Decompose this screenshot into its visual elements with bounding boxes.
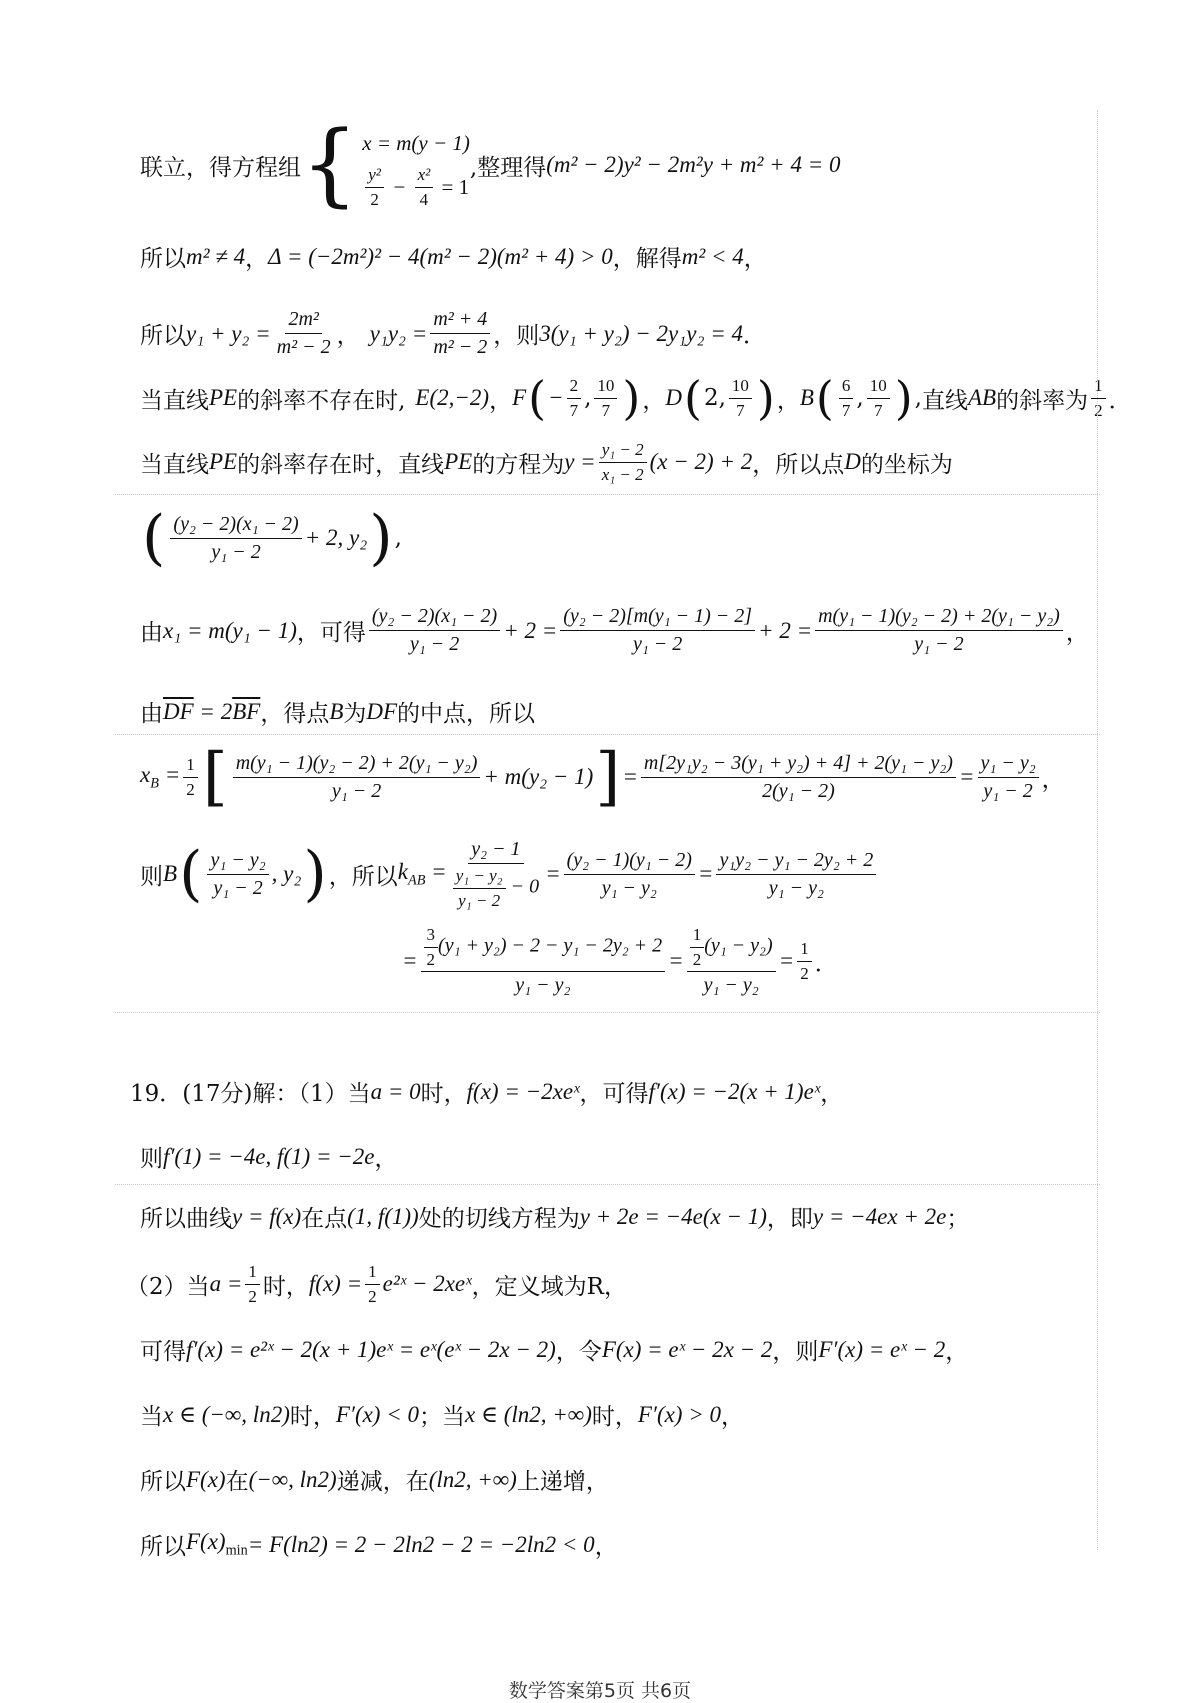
margin-guide	[1097, 110, 1098, 1550]
text: 的斜率存在时，直线	[237, 451, 445, 478]
line-monotonic: 所以 F(x) 在 (−∞, ln2) 递减，在 (ln2, +∞) 上递增，	[140, 1466, 609, 1495]
line-kab-cont: = $\frac{3}{2}$ (y₁ + y₂) − 2 − y₁ − 2y₂ + 2 y₁ − y₂ = $\frac{1}{2}$ (y₁ − y₂) y₁ − y₂ = $\frac{1}{2}$ ．	[402, 925, 838, 997]
fraction: $\frac{\text{m² + 4}}{\text{m² − 2}}$	[430, 308, 490, 359]
question-19-header: 19．(17分)解：（1）当 a = 0 时， f(x) = −2xeˣ ，可得 f′(x) = −2(x + 1)eˣ ，	[130, 1075, 843, 1108]
text: 为	[343, 701, 367, 727]
divider	[115, 734, 1100, 735]
equation: Δ = (−2m²)² − 4(m² − 2)(m² + 4) > 0	[268, 243, 613, 269]
text: ，可得	[296, 620, 366, 646]
text: ，解得	[612, 246, 682, 272]
equation: 3(y₁ + y₂) − 2y₁y₂ = 4	[539, 320, 743, 346]
text: 所以	[140, 246, 186, 272]
equation: x₁ = m(y₁ − 1)	[163, 617, 297, 643]
equation-system	[362, 121, 470, 209]
fraction: $\frac{\text{y²}}{2}$	[365, 165, 384, 209]
fraction: $\frac{\text{2m²}}{\text{m² − 2}}$	[276, 308, 331, 358]
text: 由	[140, 620, 163, 646]
text: 的中点，所以	[397, 701, 536, 727]
line-xb: $x_B$ = $\frac{1}{2}$ [ $\frac{\text{m(y₁ − 1)(y₂ − 2) + 2(y₁ − y₂)}}{\text{y₁ − 2}}$ + m(y₂ − 1) ] = $\frac{\text{m[2y₁y₂ − 3(y₁ + y₂) + 4] + 2(y₁ − y₂)}}{\text{2(y₁ − 2)}}$ = $\frac{\text{y₁ − y₂}}{\text{y₁ − 2}}$ ，	[140, 740, 1065, 814]
line-minimum: 所以 $F(x)_{min}$ = F(ln2) = 2 − 2ln2 − 2 = −2ln2 < 0 ，	[140, 1529, 618, 1560]
equation: y₁ + y₂ =	[186, 320, 271, 346]
divider	[115, 1184, 1100, 1185]
system-row-1: x = m(y − 1)	[362, 130, 470, 155]
text: 则	[140, 863, 163, 890]
line-slope-undefined: 当直线 PE 的斜率不存在时, E(2,−2) ， F ( − $\frac{2}{7}$ , $\frac{10}{7}$ ) ， D ( 2, $\frac{10}{7}$ ) ， B ( $\frac{6}{7}$ , $\frac{10}{7}$ ) , 直线 AB 的斜率为 $\frac{1}{2}$ ．	[140, 371, 1132, 425]
text: 的坐标为	[860, 451, 953, 478]
line-slope-defined: 当直线 PE 的斜率存在时，直线 PE 的方程为 y = $\frac{\text{y₁ − 2}}{\text{x₁ − 2}}$ (x − 2) + 2 ，所以点 D 的坐标为	[140, 440, 953, 484]
text: 当直线	[140, 451, 209, 478]
page-footer: 数学答案第5页 共6页	[508, 1680, 692, 1702]
equation: y₁y₂ =	[369, 320, 428, 346]
equation: m² < 4	[681, 243, 744, 269]
text: 的方程为	[472, 451, 565, 478]
line-derivative-values: 则 f′(1) = −4e, f(1) = −2e ，	[140, 1143, 398, 1172]
question-number: 19．(17分)解：（1）当	[130, 1081, 371, 1107]
divider	[115, 1012, 1100, 1013]
text: 联立，得方程组	[140, 154, 301, 181]
line-discriminant: 所以 m² ≠ 4 ， Δ = (−2m²)² − 4(m² − 2)(m² + 4) > 0 ，解得 m² < 4 ，	[140, 240, 767, 273]
system-row-2: $\frac{\text{y²}}{2}$ − $\frac{\text{x²}}{4}$ = 1	[362, 165, 470, 209]
line-part2: （2）当 a = $\frac{1}{2}$ 时， f(x) = $\frac{1}{2}$ e²ˣ − 2xeˣ ，定义域为R，	[126, 1262, 627, 1306]
text: ,整理得	[469, 154, 547, 181]
line-kab: 则 B ( $\frac{\text{y₁ − y₂}}{\text{y₁ − 2}}$ , y₂ ) ，所以 $k_{AB}$ = y₂ − 1 $\frac{\text{y₁ − y₂}}{\text{y₁ − 2}}$ − 0 = $\frac{\text{(y₂ − 1)(y₁ − 2)}}{\text{y₁ − y₂}}$ = $\frac{\text{y₁y₂ − y₁ − 2y₂ + 2}}{\text{y₁ − y₂}}$	[140, 838, 879, 910]
line-sign: 当 x ∈ (−∞, ln2) 时， F′(x) < 0 ；当 x ∈ (ln2, +∞) 时， F′(x) > 0 ，	[140, 1401, 744, 1430]
line-vieta: 所以 y₁ + y₂ = $\frac{\text{2m²}}{\text{m² − 2}}$ ， y₁y₂ = $\frac{\text{m² + 4}}{\text{m² − 2}}$ ，则 3(y₁ + y₂) − 2y₁y₂ = 4 ．	[140, 308, 766, 358]
text: 当直线	[140, 387, 209, 414]
line-system	[140, 112, 841, 217]
divider	[115, 494, 1100, 495]
text: 所以	[140, 323, 186, 349]
text: ，所以点	[752, 451, 845, 478]
line-tangent: 所以曲线 y = f(x) 在点 (1, f(1)) 处的切线方程为 y + 2e = −4e(x − 1) ，即 y = −4ex + 2e ；	[140, 1203, 970, 1232]
equation: (m² − 2)y² − 2m²y + m² + 4 = 0	[546, 152, 841, 177]
left-brace: {	[301, 112, 359, 217]
text: 的斜率为	[996, 387, 1089, 414]
line-point-d: ( $\frac{\text{(y₂ − 2)(x₁ − 2)}}{\text{y₁ − 2}}$ + 2, y₂ ) ,	[142, 503, 402, 573]
fraction: $\frac{\text{x²}}{4}$	[415, 165, 434, 209]
text: ，所以	[328, 863, 398, 890]
equation: m² ≠ 4	[186, 243, 246, 269]
text: ，得点	[260, 701, 330, 727]
text: 直线	[921, 387, 968, 414]
line-fprime: 可得 f′(x) = e²ˣ − 2(x + 1)eˣ = eˣ(eˣ − 2x − 2) ，令 F(x) = eˣ − 2x − 2 ，则 F′(x) = eˣ − 2 ，	[140, 1336, 969, 1365]
text: 由	[140, 701, 163, 727]
line-midpoint: 由 $\overline{DF} = 2\overline{BF}$ ，得点 B 为 DF 的中点，所以	[140, 695, 535, 728]
text: 的斜率不存在时,	[237, 387, 406, 414]
text: ，则	[493, 323, 540, 349]
line-substitute: 由 x₁ = m(y₁ − 1) ，可得 $\frac{\text{(y₂ − 2)(x₁ − 2)}}{\text{y₁ − 2}}$ + 2 = $\frac{\text{(y₂ − 2)[m(y₁ − 1) − 2]}}{\text{y₁ − 2}}$ + 2 = $\frac{\text{m(y₁ − 1)(y₂ − 2) + 2(y₁ − y₂)}}{\text{y₁ − 2}}$ ，	[140, 605, 1089, 655]
equation: E(2,−2)	[415, 385, 490, 410]
